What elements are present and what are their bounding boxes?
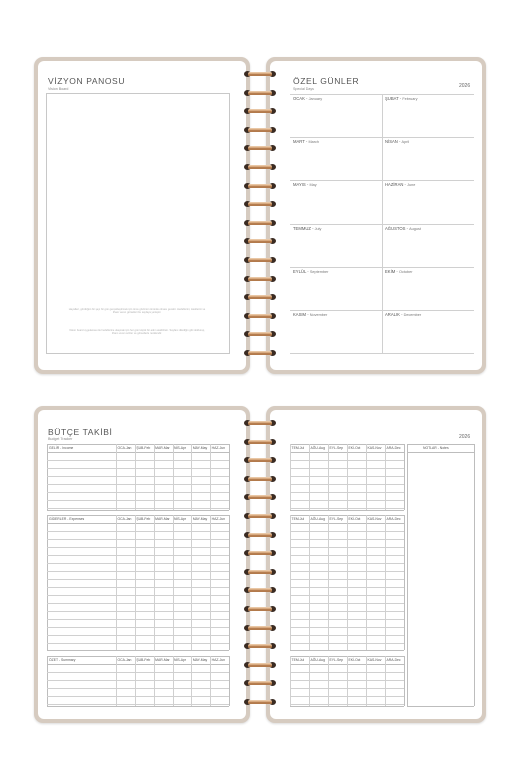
expenses-table-row-line [47, 635, 229, 636]
separator: - [399, 312, 404, 317]
spiral-ring [243, 330, 277, 338]
expenses-table-col-line [116, 515, 117, 650]
summary-table-row-line [47, 704, 229, 705]
spiral-ring [243, 293, 277, 301]
notes-label [423, 446, 449, 450]
expenses-h2-table-col-line [366, 515, 367, 650]
expenses-table-row-line [47, 579, 229, 580]
summary-h2-table-col-line [347, 656, 348, 706]
section-label [49, 517, 84, 521]
expenses-table-row-line [47, 595, 229, 596]
section-en: Summary [61, 658, 76, 662]
expenses-table-row-line [47, 571, 229, 572]
ring-wire-shadow [248, 553, 272, 555]
income-h2-table-row-line [290, 492, 404, 493]
month-column-header: HAZ-Jun [211, 658, 226, 663]
summary-table-bottom [47, 706, 229, 707]
summary-table-header-line [47, 664, 229, 665]
ring-wire-shadow [248, 74, 272, 76]
expenses-h2-table-row-line [290, 571, 404, 572]
separator: - [57, 658, 61, 662]
spiral-ring [243, 349, 277, 357]
spiral-ring [243, 256, 277, 264]
ring-wire-shadow [248, 111, 272, 113]
spiral-ring [243, 679, 277, 687]
ring-wire-shadow [248, 460, 272, 462]
month-column-header: TEM-Jul [291, 517, 305, 522]
expenses-table-col-line [173, 515, 174, 650]
month-label [385, 312, 421, 317]
month-tr: AĞUSTOS [385, 225, 406, 231]
month-column-header: ŞUB-Feb [136, 517, 151, 522]
notes-en: Notes [439, 446, 449, 450]
expenses-table-bottom [47, 650, 229, 651]
separator: - [405, 225, 410, 231]
month-column-header: KAS-Nov [367, 446, 382, 451]
expenses-table-row-line [47, 619, 229, 620]
special-days-page [270, 61, 482, 370]
month-en: April [401, 140, 410, 145]
section-label [49, 658, 76, 662]
month-label [385, 269, 413, 274]
summary-h2-table-col-line [385, 656, 386, 706]
month-column-header: NİS-Apr [174, 517, 187, 522]
expenses-h2-table-row-line [290, 587, 404, 588]
expenses-h2-table-row-line [290, 579, 404, 580]
section-tr: ÖZET [49, 658, 58, 662]
month-column-header: EYL-Sep [329, 517, 344, 522]
month-label [385, 139, 409, 144]
month-column-header: ARA-Dec [386, 658, 401, 663]
notes-tr: NOTLAR [423, 446, 437, 450]
ring-wire-shadow [248, 572, 272, 574]
expenses-table-row-line [47, 563, 229, 564]
spiral-ring [243, 182, 277, 190]
notes-left-line [407, 444, 408, 706]
summary-h2-table-col-line [328, 656, 329, 706]
separator: - [310, 225, 315, 231]
ring-wire-shadow [248, 353, 272, 355]
income-table-header-line [47, 452, 229, 453]
month-en: August [409, 226, 421, 231]
month-tr: NİSAN [385, 139, 398, 145]
spiral-ring [243, 163, 277, 171]
ring-wire-shadow [248, 130, 272, 132]
ring-wire-shadow [248, 535, 272, 537]
month-tr: KASIM [293, 312, 307, 317]
expenses-h2-table-col-line [290, 515, 291, 650]
month-column-header: EYL-Sep [329, 658, 344, 663]
expenses-table-row-line [47, 539, 229, 540]
summary-h2-table-bottom [290, 706, 404, 707]
expenses-table-top [47, 515, 229, 516]
ring-wire-shadow [248, 497, 272, 499]
separator: - [59, 446, 63, 450]
separator: - [66, 517, 70, 521]
income-table-row-line [47, 468, 229, 469]
expenses-table-row-line [47, 555, 229, 556]
separator: - [306, 268, 310, 274]
month-en: May [309, 183, 317, 188]
vision-board-subtitle: Vision Board [48, 87, 69, 91]
month-tr: ŞUBAT [385, 96, 399, 101]
expenses-h2-table-col-line [385, 515, 386, 650]
expenses-table-col-line [154, 515, 155, 650]
ring-wire-shadow [248, 223, 272, 225]
income-h2-table-right [404, 444, 405, 510]
income-table-right [229, 444, 230, 510]
summary-table-row-line [47, 696, 229, 697]
month-column-header: HAZ-Jun [211, 517, 226, 522]
expenses-h2-table-col-line [328, 515, 329, 650]
month-label [385, 96, 418, 101]
expenses-h2-table-row-line [290, 611, 404, 612]
month-label [385, 182, 415, 187]
separator: - [305, 182, 310, 188]
month-tr: TEMMUZ [293, 225, 311, 231]
spiral-ring [243, 549, 277, 557]
summary-table-top [47, 656, 229, 657]
ring-wire-shadow [248, 516, 272, 518]
month-en: September [309, 269, 329, 274]
bottom-spiral-binding [243, 419, 277, 719]
spiral-ring [243, 493, 277, 501]
expenses-h2-table-row-line [290, 635, 404, 636]
income-h2-table-row-line [290, 508, 404, 509]
income-table-row-line [47, 460, 229, 461]
ring-wire-shadow [248, 646, 272, 648]
month-column-header: EKİ-Oct [348, 446, 361, 451]
month-en: January [308, 97, 323, 101]
month-label [293, 226, 321, 231]
spiral-ring [243, 475, 277, 483]
month-label [293, 96, 322, 101]
spiral-ring [243, 512, 277, 520]
expenses-table-row-line [47, 643, 229, 644]
ring-wire-shadow [248, 683, 272, 685]
ring-wire-shadow [248, 702, 272, 704]
expenses-table-right [229, 515, 230, 650]
expenses-h2-table-bottom [290, 650, 404, 651]
month-tr: EKİM [385, 268, 396, 274]
expenses-h2-table-row-line [290, 539, 404, 540]
expenses-h2-table-row-line [290, 555, 404, 556]
expenses-h2-table-row-line [290, 603, 404, 604]
month-column-header: MAR-Mar [155, 446, 170, 451]
summary-table-col-line [154, 656, 155, 706]
income-table-row-line [47, 500, 229, 501]
spiral-ring [243, 70, 277, 78]
income-h2-table-bottom [290, 510, 404, 511]
ring-wire-shadow [248, 423, 272, 425]
ring-wire-shadow [248, 334, 272, 336]
month-column-header: OCA-Jan [117, 517, 132, 522]
section-label [49, 446, 73, 450]
month-tr: ARALIK [385, 312, 400, 317]
spiral-ring [243, 456, 277, 464]
ring-wire-shadow [248, 628, 272, 630]
summary-table-row-line [47, 672, 229, 673]
summary-h2-table-right [404, 656, 405, 706]
summary-table-row-line [47, 688, 229, 689]
spiral-ring [243, 89, 277, 97]
month-label [293, 269, 328, 274]
month-column-header: TEM-Jul [291, 658, 305, 663]
month-column-header: ARA-Dec [386, 517, 401, 522]
section-tr: GELİR [49, 446, 60, 450]
expenses-table-row-line [47, 603, 229, 604]
expenses-table-header-line [47, 523, 229, 524]
spiral-ring [243, 275, 277, 283]
ring-wire-shadow [248, 479, 272, 481]
spiral-ring [243, 107, 277, 115]
summary-h2-table-row-line [290, 704, 404, 705]
special-days-subtitle: Special Days [293, 87, 314, 91]
ring-wire-shadow [248, 148, 272, 150]
spiral-ring [243, 419, 277, 427]
ring-wire-shadow [248, 241, 272, 243]
month-column-header: MAY-May [192, 658, 208, 663]
month-en: October [398, 269, 413, 274]
spiral-ring [243, 642, 277, 650]
ring-wire-shadow [248, 279, 272, 281]
month-label [293, 312, 327, 317]
income-h2-table-row-line [290, 476, 404, 477]
expenses-h2-table-row-line [290, 563, 404, 564]
month-column-header: EKİ-Oct [348, 658, 361, 663]
ring-wire-shadow [248, 665, 272, 667]
expenses-table-row-line [47, 587, 229, 588]
ring-wire-shadow [248, 316, 272, 318]
expenses-h2-table-row-line [290, 627, 404, 628]
month-column-header: ARA-Dec [386, 446, 401, 451]
separator: - [304, 96, 309, 101]
expenses-h2-table-col-line [309, 515, 310, 650]
spiral-ring [243, 126, 277, 134]
income-h2-table-row-line [290, 468, 404, 469]
vision-note-2: Vision board uygulaması ile hedeflerine ulaşmak için her gün küçük bir adım atabilirsin. Sayfanı dilediğin gibi doldurup, ilham veren sözler ve görsellerle renklendir. [69, 329, 205, 336]
special-days-title: ÖZEL GÜNLER [293, 76, 360, 86]
income-table-row-line [47, 484, 229, 485]
expenses-h2-table-row-line [290, 595, 404, 596]
month-column-header: HAZ-Jun [211, 446, 226, 451]
month-tr: EYLÜL [293, 268, 307, 274]
expenses-table-row-line [47, 627, 229, 628]
separator: - [304, 139, 309, 145]
month-column-header: MAR-Mar [155, 517, 170, 522]
month-column-header: AĞU-Aug [310, 517, 326, 522]
month-column-header: MAY-May [192, 517, 208, 522]
spiral-ring [243, 661, 277, 669]
ring-wire-shadow [248, 167, 272, 169]
month-label [293, 182, 317, 187]
spiral-ring [243, 219, 277, 227]
income-table-bottom [47, 510, 229, 511]
month-column-header: KAS-Nov [367, 517, 382, 522]
separator: - [436, 446, 440, 450]
grid-row-line [290, 353, 474, 354]
vision-board-frame[interactable] [46, 93, 230, 354]
spiral-ring [243, 312, 277, 320]
notes-header-line [407, 452, 474, 453]
spiral-ring [243, 144, 277, 152]
month-column-header: EYL-Sep [329, 446, 344, 451]
ring-wire-shadow [248, 590, 272, 592]
budget-year: 2026 [459, 434, 471, 440]
month-column-header: MAR-Mar [155, 658, 170, 663]
budget-subtitle: Budget Tracker [48, 437, 73, 441]
month-column-header: AĞU-Aug [310, 658, 326, 663]
separator: - [395, 268, 399, 274]
expenses-h2-table-row-line [290, 643, 404, 644]
income-h2-table-row-line [290, 484, 404, 485]
ring-wire-shadow [248, 442, 272, 444]
notes-top-line [407, 444, 474, 445]
spiral-ring [243, 237, 277, 245]
summary-h2-table-row-line [290, 680, 404, 681]
expenses-table-col-line [191, 515, 192, 650]
summary-h2-table-col-line [366, 656, 367, 706]
summary-table-col-line [191, 656, 192, 706]
summary-h2-table-col-line [309, 656, 310, 706]
month-en: March [308, 140, 320, 145]
month-column-header: AĞU-Aug [310, 446, 326, 451]
summary-table-col-line [116, 656, 117, 706]
month-tr: MAYIS [293, 182, 306, 188]
expenses-h2-table-row-line [290, 619, 404, 620]
notes-right-line [474, 444, 475, 706]
spiral-ring [243, 438, 277, 446]
special-days-year: 2026 [459, 83, 471, 89]
expenses-table-row-line [47, 611, 229, 612]
section-en: Expenses [69, 517, 85, 521]
spiral-ring [243, 568, 277, 576]
month-column-header: KAS-Nov [367, 658, 382, 663]
section-en: Income [62, 446, 74, 450]
month-column-header: NİS-Apr [174, 446, 187, 451]
month-tr: HAZİRAN [385, 182, 404, 188]
month-en: July [314, 226, 322, 231]
spiral-ring [243, 586, 277, 594]
spiral-ring [243, 605, 277, 613]
month-column-header: TEM-Jul [291, 446, 305, 451]
expenses-h2-table-col-line [347, 515, 348, 650]
income-table-row-line [47, 492, 229, 493]
summary-h2-table-row-line [290, 688, 404, 689]
summary-table-col-line [173, 656, 174, 706]
summary-h2-table-row-line [290, 672, 404, 673]
expenses-h2-table-right [404, 515, 405, 650]
grid-mid-line [382, 94, 383, 353]
month-tr: OCAK [293, 96, 305, 101]
separator: - [398, 96, 403, 101]
spiral-ring [243, 698, 277, 706]
ring-wire-shadow [248, 260, 272, 262]
expenses-table-row-line [47, 531, 229, 532]
expenses-h2-table-row-line [290, 547, 404, 548]
spiral-ring [243, 200, 277, 208]
summary-table-col-line [210, 656, 211, 706]
month-tr: MART [293, 139, 305, 145]
summary-h2-table-row-line [290, 696, 404, 697]
separator: - [397, 139, 402, 145]
month-en: November [309, 313, 328, 317]
vision-board-title: VİZYON PANOSU [48, 76, 126, 86]
summary-table-right [229, 656, 230, 706]
expenses-h2-table-row-line [290, 531, 404, 532]
summary-table-col-line [135, 656, 136, 706]
spiral-ring [243, 531, 277, 539]
expenses-table-row-line [47, 547, 229, 548]
expenses-table-col-line [135, 515, 136, 650]
vision-note-1: Hayalleri, gördüğün bir şeyi bir gün gerçekleştirmek için önce gözünün önünde olması gerekir. Hedeflerini, isteklerini ve ilham veren görselleri bu sayfaya yerleştir. [68, 308, 206, 315]
income-table-row-line [47, 508, 229, 509]
ring-wire-shadow [248, 186, 272, 188]
month-column-header: OCA-Jan [117, 658, 132, 663]
ring-wire-shadow [248, 609, 272, 611]
month-column-header: ŞUB-Feb [136, 658, 151, 663]
separator: - [403, 182, 408, 188]
month-column-header: OCA-Jan [117, 446, 132, 451]
expenses-table-left [47, 515, 48, 650]
month-en: June [407, 183, 416, 188]
month-column-header: NİS-Apr [174, 658, 187, 663]
income-table-row-line [47, 476, 229, 477]
month-column-header: MAY-May [192, 446, 208, 451]
income-h2-table-row-line [290, 500, 404, 501]
income-table-top [47, 444, 229, 445]
ring-wire-shadow [248, 204, 272, 206]
month-label [293, 139, 319, 144]
spiral-ring [243, 624, 277, 632]
budget-title: BÜTÇE TAKİBİ [48, 427, 113, 437]
separator: - [306, 312, 310, 317]
notes-bottom-line [407, 706, 474, 707]
month-column-header: ŞUB-Feb [136, 446, 151, 451]
expenses-table-col-line [210, 515, 211, 650]
ring-wire-shadow [248, 297, 272, 299]
section-tr: GİDERLER [49, 517, 67, 521]
top-spiral-binding [243, 70, 277, 370]
month-en: December [403, 313, 422, 317]
summary-table-row-line [47, 680, 229, 681]
income-h2-table-row-line [290, 460, 404, 461]
summary-h2-table-col-line [290, 656, 291, 706]
month-label [385, 226, 421, 231]
month-column-header: EKİ-Oct [348, 517, 361, 522]
month-en: February [402, 97, 418, 101]
ring-wire-shadow [248, 93, 272, 95]
